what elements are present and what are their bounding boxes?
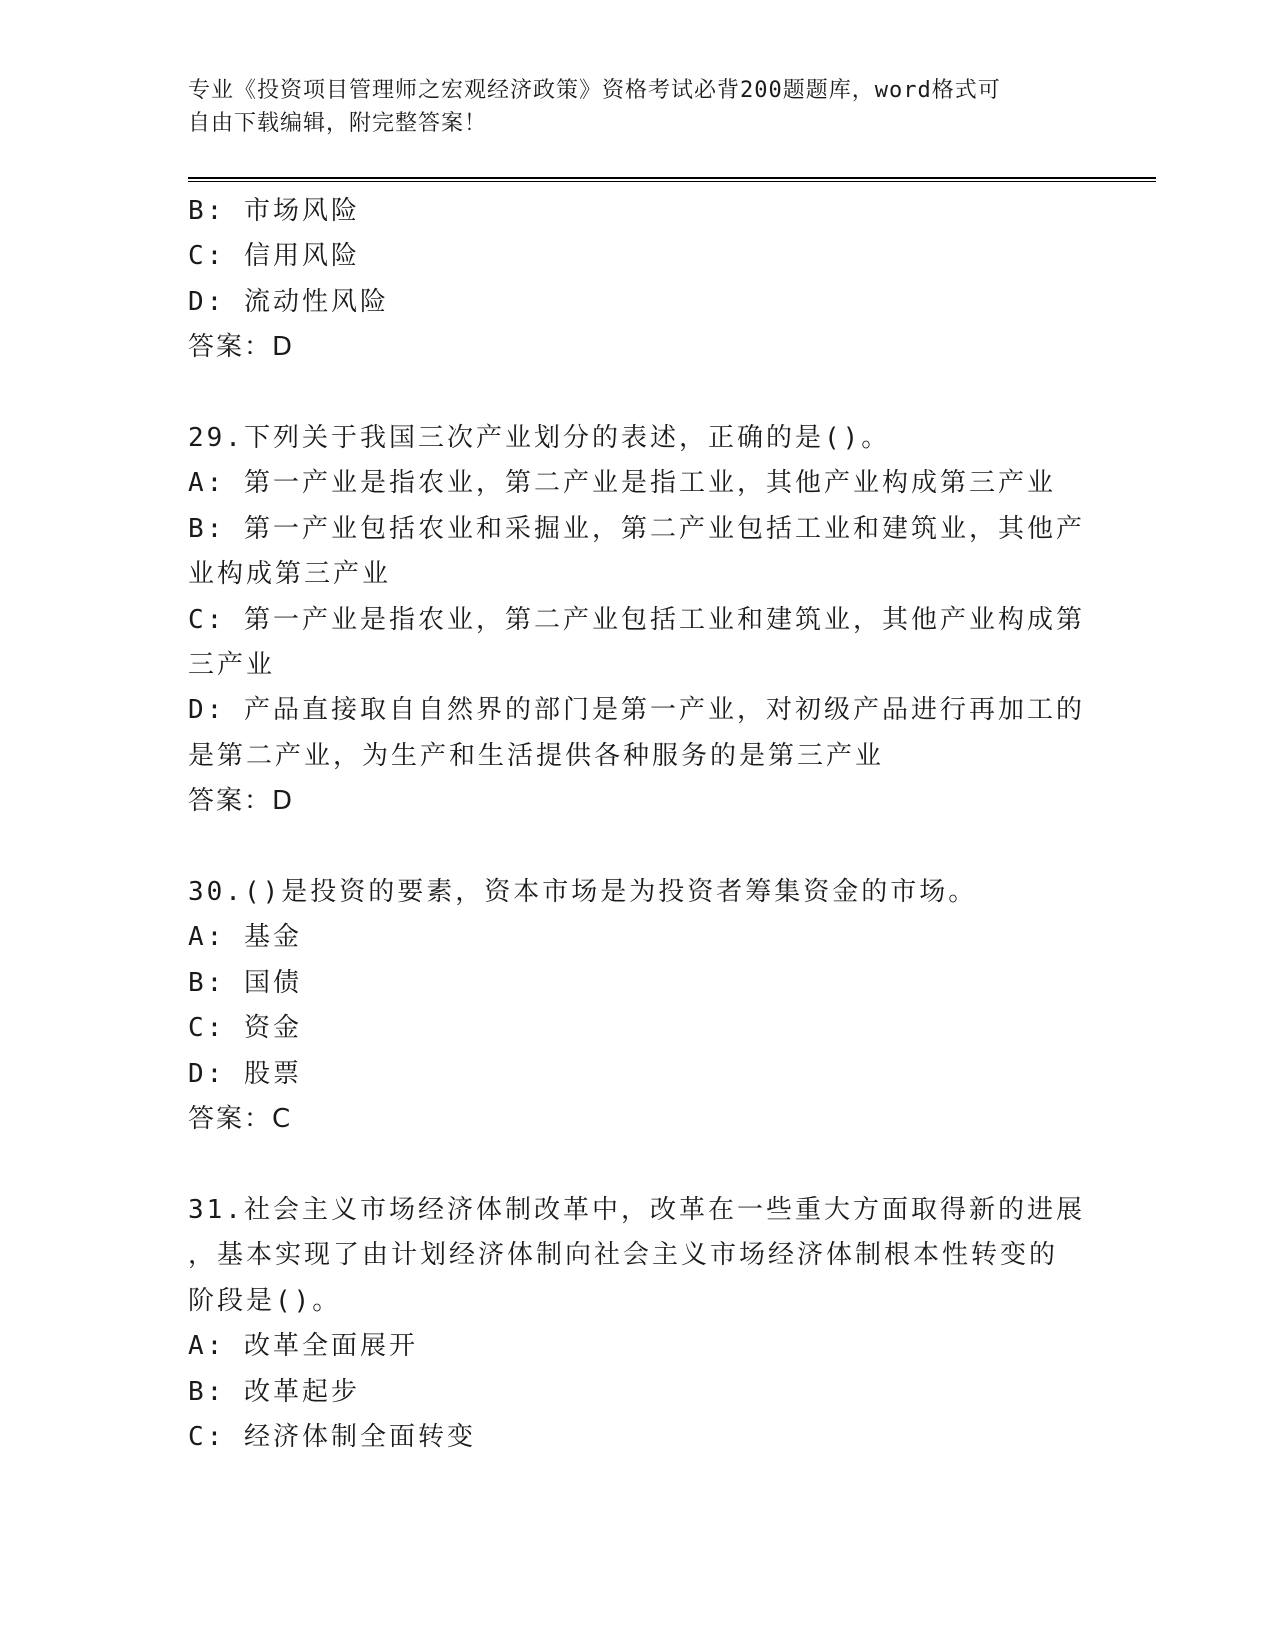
option-b-line-1: B: 第一产业包括农业和采掘业，第二产业包括工业和建筑业，其他产 xyxy=(188,513,1085,544)
header-title-line-2: 自由下载编辑，附完整答案！ xyxy=(188,111,488,136)
option-a: A: 基金 xyxy=(188,922,302,953)
answer: 答案：D xyxy=(188,332,295,363)
option-c-line-2: 三产业 xyxy=(188,650,276,681)
option-d: D: 流动性风险 xyxy=(188,286,389,317)
answer: 答案：D xyxy=(188,786,295,817)
question-list xyxy=(188,189,1108,1460)
question-28 xyxy=(188,189,1108,371)
question-text-line-2: ，基本实现了由计划经济体制向社会主义市场经济体制根本性转变的 xyxy=(188,1240,1059,1271)
option-b: B: 改革起步 xyxy=(188,1376,360,1407)
option-a: A: 第一产业是指农业，第二产业是指工业，其他产业构成第三产业 xyxy=(188,468,1056,499)
question-text-line-3: 阶段是()。 xyxy=(188,1285,342,1316)
spacer xyxy=(188,371,1108,416)
document-page xyxy=(188,0,1148,1650)
header-title-line-1: 专业《投资项目管理师之宏观经济政策》资格考试必背200题题库，word格式可 xyxy=(188,78,1001,103)
option-b-line-2: 业构成第三产业 xyxy=(188,559,392,590)
spacer xyxy=(188,825,1108,870)
question-text: 29.下列关于我国三次产业划分的表述，正确的是()。 xyxy=(188,423,891,454)
spacer xyxy=(188,1143,1108,1188)
option-d: D: 股票 xyxy=(188,1058,302,1089)
question-text: 30.()是投资的要素，资本市场是为投资者筹集资金的市场。 xyxy=(188,877,978,908)
option-b: B: 国债 xyxy=(188,967,302,998)
page-header xyxy=(188,74,1068,140)
header-divider xyxy=(188,177,1156,182)
question-30 xyxy=(188,870,1108,1142)
option-c: C: 信用风险 xyxy=(188,241,360,272)
option-d-line-1: D: 产品直接取自自然界的部门是第一产业，对初级产品进行再加工的 xyxy=(188,695,1085,726)
option-c: C: 经济体制全面转变 xyxy=(188,1421,476,1452)
question-text-line-1: 31.社会主义市场经济体制改革中，改革在一些重大方面取得新的进展 xyxy=(188,1194,1085,1225)
option-c: C: 资金 xyxy=(188,1013,302,1044)
question-29 xyxy=(188,416,1108,825)
option-c-line-1: C: 第一产业是指农业，第二产业包括工业和建筑业，其他产业构成第 xyxy=(188,604,1085,635)
option-a: A: 改革全面展开 xyxy=(188,1331,418,1362)
option-b: B: 市场风险 xyxy=(188,196,360,226)
question-31 xyxy=(188,1188,1108,1460)
answer: 答案：C xyxy=(188,1104,293,1135)
option-d-line-2: 是第二产业，为生产和生活提供各种服务的是第三产业 xyxy=(188,740,885,771)
